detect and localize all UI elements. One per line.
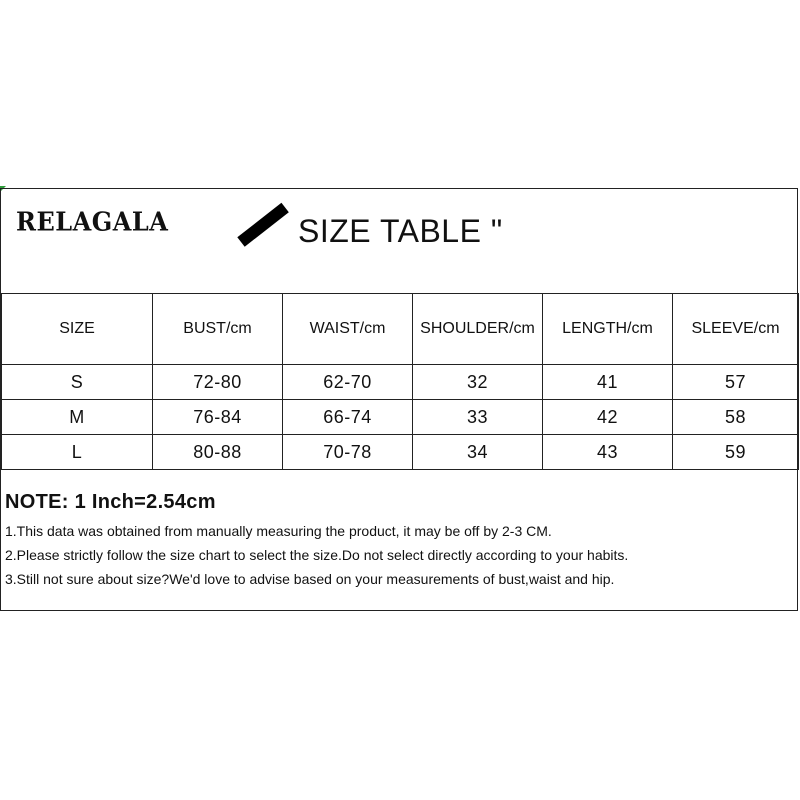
- cell-size: S: [2, 365, 153, 400]
- table-header-row: [2, 294, 799, 365]
- cell-length: 42: [543, 400, 673, 435]
- table-row: [2, 400, 799, 435]
- cell-waist: 70-78: [283, 435, 413, 470]
- chart-header: [1, 189, 797, 294]
- cell-bust: 80-88: [153, 435, 283, 470]
- cell-waist: 66-74: [283, 400, 413, 435]
- cell-shoulder: 33: [413, 400, 543, 435]
- cell-length: 43: [543, 435, 673, 470]
- cell-size: L: [2, 435, 153, 470]
- notes-section: [5, 491, 795, 596]
- slash-icon: [237, 203, 289, 247]
- size-chart: [0, 188, 798, 611]
- cell-sleeve: 58: [673, 400, 799, 435]
- cell-bust: 76-84: [153, 400, 283, 435]
- chart-title: SIZE TABLE ": [298, 213, 503, 249]
- header-size: SIZE: [2, 294, 153, 365]
- note-title: NOTE: 1 Inch=2.54cm: [5, 491, 216, 513]
- cell-bust: 72-80: [153, 365, 283, 400]
- cell-shoulder: 32: [413, 365, 543, 400]
- cell-size: M: [2, 400, 153, 435]
- cell-shoulder: 34: [413, 435, 543, 470]
- header-length: LENGTH/cm: [543, 294, 673, 365]
- cell-sleeve: 57: [673, 365, 799, 400]
- cell-waist: 62-70: [283, 365, 413, 400]
- table-row: [2, 365, 799, 400]
- note-line: 3.Still not sure about size?We'd love to advise based on your measurements of bust,waist and hip.: [5, 571, 615, 587]
- header-bust: BUST/cm: [153, 294, 283, 365]
- brand-logo: RELAGALA: [16, 205, 169, 237]
- header-shoulder: SHOULDER/cm: [413, 294, 543, 365]
- table-row: [2, 435, 799, 470]
- note-line: 2.Please strictly follow the size chart to select the size.Do not select directly according to your habits.: [5, 547, 629, 563]
- cell-sleeve: 59: [673, 435, 799, 470]
- size-table: [1, 293, 799, 470]
- header-sleeve: SLEEVE/cm: [673, 294, 799, 365]
- cell-length: 41: [543, 365, 673, 400]
- note-line: 1.This data was obtained from manually measuring the product, it may be off by 2-3 CM.: [5, 523, 552, 539]
- header-waist: WAIST/cm: [283, 294, 413, 365]
